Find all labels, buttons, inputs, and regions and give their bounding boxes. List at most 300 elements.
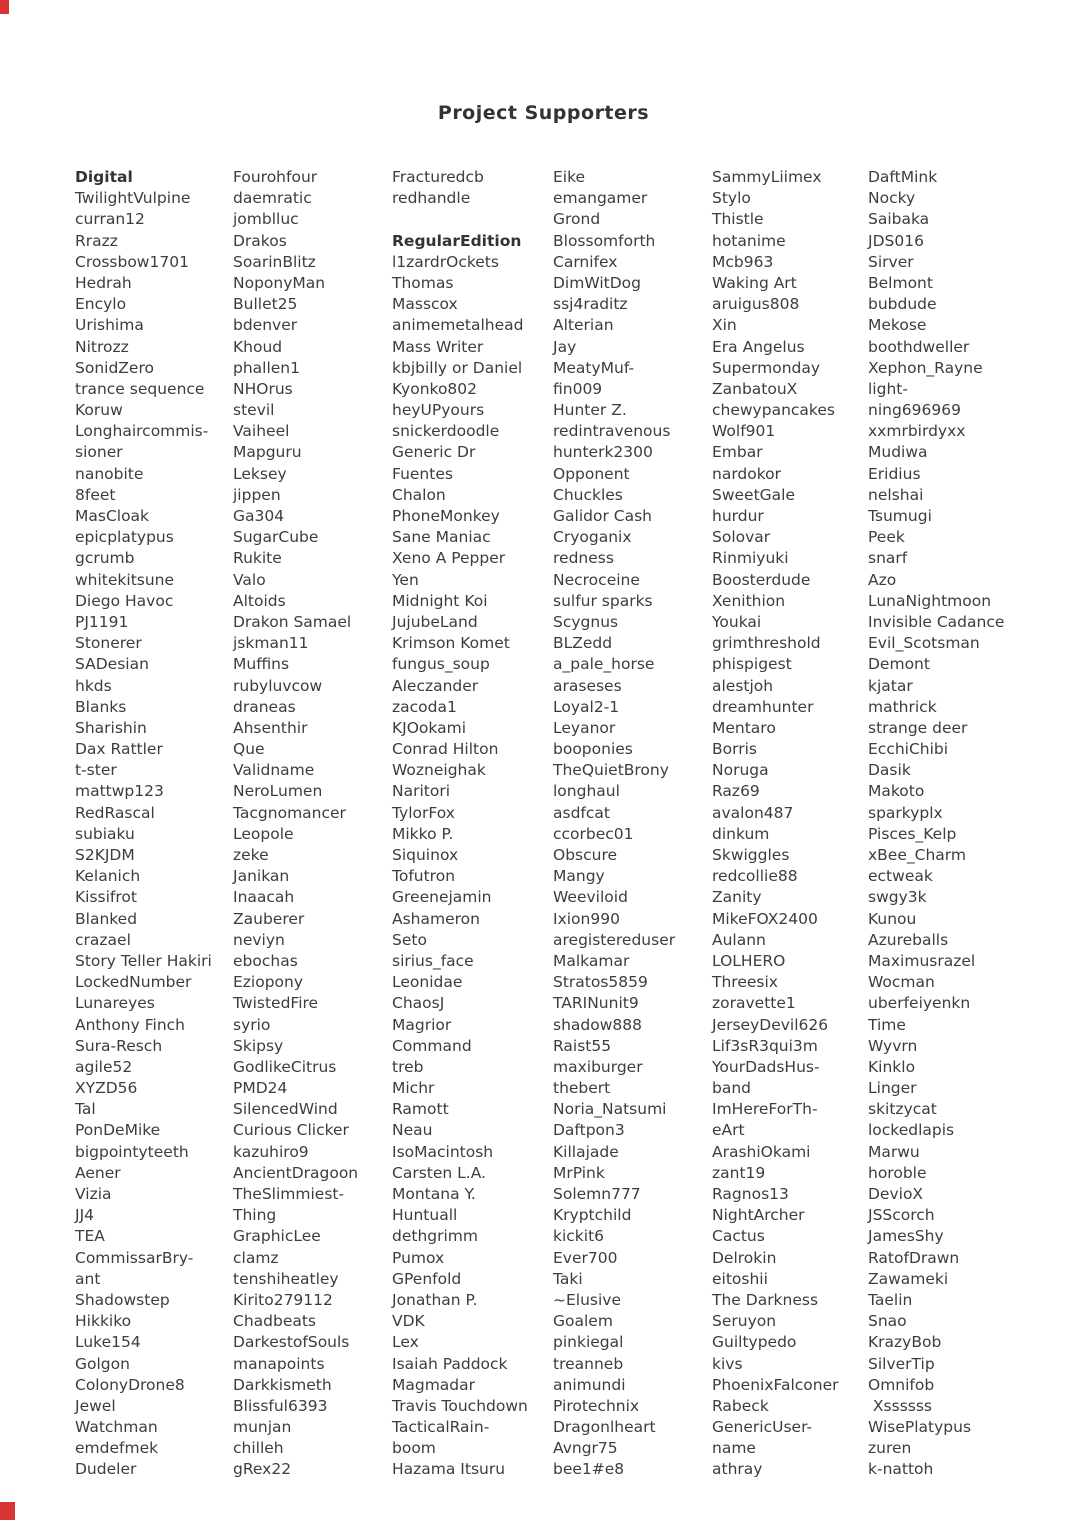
supporter-name: PJ1191 bbox=[75, 612, 129, 631]
supporter-name: eArt bbox=[712, 1121, 745, 1140]
supporter-name: bubdude bbox=[868, 295, 937, 314]
supporter-name: Blossomforth bbox=[553, 231, 656, 250]
supporter-name: k-nattoh bbox=[868, 1460, 934, 1479]
supporter-name: Fourohfour bbox=[233, 168, 318, 186]
supporter-name: Wolf901 bbox=[712, 422, 776, 441]
supporter-name: Encylo bbox=[75, 295, 127, 314]
supporter-name: Eridius bbox=[868, 464, 921, 483]
supporter-name: zeke bbox=[233, 846, 269, 864]
supporter-name: Lif3sR3qui3m bbox=[712, 1036, 818, 1055]
supporter-name: Blissful6393 bbox=[233, 1396, 328, 1415]
supporter-name: NightArcher bbox=[712, 1206, 805, 1225]
supporter-name: Taki bbox=[553, 1269, 583, 1288]
supporter-name: TARINunit9 bbox=[553, 994, 639, 1013]
supporter-name: Stylo bbox=[712, 189, 751, 208]
supporter-name: Maximusrazel bbox=[868, 951, 976, 970]
supporter-name: eitoshii bbox=[712, 1269, 768, 1288]
supporter-name: lockedlapis bbox=[868, 1121, 955, 1140]
supporter-name: syrio bbox=[233, 1015, 271, 1034]
supporter-name: Wyvrn bbox=[868, 1036, 918, 1055]
supporter-name: Seto bbox=[392, 930, 427, 949]
supporter-name: zoravette1 bbox=[712, 994, 796, 1013]
supporter-name: TylorFox bbox=[392, 803, 455, 822]
supporter-name: XYZD56 bbox=[75, 1079, 138, 1098]
supporter-name: Yen bbox=[392, 570, 419, 589]
supporter-name: Lunareyes bbox=[75, 994, 155, 1013]
supporter-name: Tsumugi bbox=[868, 507, 932, 525]
supporter-name: RatofDrawn bbox=[868, 1248, 960, 1267]
supporter-name: Hikkiko bbox=[75, 1312, 132, 1331]
supporter-name: treb bbox=[392, 1057, 424, 1076]
supporter-name: name bbox=[712, 1439, 756, 1458]
supporter-name: GraphicLee bbox=[233, 1227, 321, 1246]
supporter-name: TheQuietBrony bbox=[553, 761, 669, 780]
supporter-name: Scygnus bbox=[553, 612, 619, 631]
supporter-name: Guiltypedo bbox=[712, 1333, 797, 1352]
supporter-name: manapoints bbox=[233, 1354, 325, 1373]
supporter-name: NeroLumen bbox=[233, 782, 323, 801]
supporter-name: strange deer bbox=[868, 718, 968, 737]
supporter-name: Crossbow1701 bbox=[75, 252, 189, 271]
supporter-name: KJOokami bbox=[392, 718, 467, 737]
supporter-name: Saibaka bbox=[868, 210, 930, 229]
supporter-name: Sirver bbox=[868, 252, 914, 271]
supporter-name: Raz69 bbox=[712, 782, 760, 801]
section-header: Digital bbox=[75, 168, 133, 186]
supporter-name: Borris bbox=[712, 740, 757, 759]
supporter-name: LockedNumber bbox=[75, 973, 192, 992]
supporter-name: chilleh bbox=[233, 1439, 284, 1458]
supporter-name: Opponent bbox=[553, 464, 630, 483]
supporter-name: Carnifex bbox=[553, 252, 618, 271]
supporter-name: PhoenixFalconer bbox=[712, 1375, 839, 1394]
supporter-name: Blanked bbox=[75, 909, 138, 928]
supporter-name: Magmadar bbox=[392, 1375, 476, 1394]
supporter-name: TwistedFire bbox=[233, 994, 319, 1013]
supporter-name: AncientDragoon bbox=[233, 1163, 359, 1182]
supporter-name: kazuhiro9 bbox=[233, 1142, 309, 1161]
supporter-name: Cactus bbox=[712, 1227, 765, 1246]
supporter-name: gRex22 bbox=[233, 1460, 292, 1479]
supporter-name: Mangy bbox=[553, 867, 605, 886]
supporter-name: light- bbox=[868, 379, 908, 398]
supporter-name: agile52 bbox=[75, 1057, 133, 1076]
supporter-name: RedRascal bbox=[75, 803, 155, 822]
supporter-name: Kelanich bbox=[75, 867, 141, 886]
supporter-name: snickerdoodle bbox=[392, 422, 500, 441]
supporter-name: Invisible Cadance bbox=[868, 612, 1005, 631]
supporter-name: Siquinox bbox=[392, 846, 459, 864]
supporter-name: MeatyMuf- bbox=[553, 358, 635, 377]
supporter-name: Noruga bbox=[712, 761, 769, 780]
supporter-name: Leopole bbox=[233, 824, 294, 843]
supporter-name: MasCloak bbox=[75, 507, 150, 525]
supporter-name: Jonathan P. bbox=[392, 1290, 478, 1309]
supporter-name: BLZedd bbox=[553, 634, 613, 653]
supporter-name: Travis Touchdown bbox=[392, 1396, 528, 1415]
supporter-name: Koruw bbox=[75, 401, 123, 420]
supporter-name: LunaNightmoon bbox=[868, 591, 992, 610]
supporter-name: Aleczander bbox=[392, 676, 479, 695]
supporter-name: Hunter Z. bbox=[553, 401, 627, 420]
supporter-name: GenericUser- bbox=[712, 1418, 813, 1437]
supporter-name: kickit6 bbox=[553, 1227, 605, 1246]
supporter-name: Watchman bbox=[75, 1418, 158, 1437]
supporter-name: hotanime bbox=[712, 231, 786, 250]
supporter-name: Xeno A Pepper bbox=[392, 549, 506, 568]
supporter-name: MikeFOX2400 bbox=[712, 909, 818, 928]
supporter-name: Eziopony bbox=[233, 973, 304, 992]
supporter-name: Ixion990 bbox=[553, 909, 620, 928]
supporter-name: JujubeLand bbox=[392, 612, 478, 631]
supporter-name: Diego Havoc bbox=[75, 591, 174, 610]
supporter-name: JerseyDevil626 bbox=[712, 1015, 829, 1034]
supporter-name: Wozneighak bbox=[392, 761, 486, 780]
supporter-name: SweetGale bbox=[712, 485, 796, 504]
supporter-name: gcrumb bbox=[75, 549, 135, 568]
supporter-name: Solemn777 bbox=[553, 1185, 641, 1203]
supporter-name: xxmrbirdyxx bbox=[868, 422, 966, 441]
supporter-name: Zawameki bbox=[868, 1269, 949, 1288]
supporter-name: Valo bbox=[233, 570, 266, 589]
supporter-name: Kinklo bbox=[868, 1057, 916, 1076]
supporter-name: Ashameron bbox=[392, 909, 480, 928]
supporter-name: nardokor bbox=[712, 464, 782, 483]
supporter-name: mattwp123 bbox=[75, 782, 164, 801]
supporter-name: Chadbeats bbox=[233, 1312, 317, 1331]
supporter-name: Stonerer bbox=[75, 634, 142, 653]
supporter-name: boothdweller bbox=[868, 337, 970, 356]
supporter-name: chewypancakes bbox=[712, 401, 835, 420]
supporter-name: draneas bbox=[233, 697, 296, 716]
supporter-name: Azureballs bbox=[868, 930, 949, 949]
supporter-name: Galidor Cash bbox=[553, 507, 652, 525]
supporter-name: sioner bbox=[75, 443, 123, 462]
supporter-name: redness bbox=[553, 549, 614, 568]
supporter-name: swgy3k bbox=[868, 888, 927, 907]
supporter-name: Kryptchild bbox=[553, 1206, 632, 1225]
supporter-name: hunterk2300 bbox=[553, 443, 653, 462]
supporter-name: Makoto bbox=[868, 782, 925, 801]
supporter-name: Luke154 bbox=[75, 1333, 141, 1352]
supporter-name: NoponyMan bbox=[233, 273, 326, 292]
supporter-name: curran12 bbox=[75, 210, 145, 229]
supporter-name: Sharishin bbox=[75, 718, 147, 737]
supporter-name: Dragonlheart bbox=[553, 1418, 656, 1437]
supporter-name: Fuentes bbox=[392, 464, 453, 483]
supporter-name: Urishima bbox=[75, 316, 144, 335]
supporter-name: Nocky bbox=[868, 189, 916, 208]
supporters-column-3 bbox=[392, 167, 550, 1481]
supporter-name: jippen bbox=[233, 485, 281, 504]
supporter-name: bigpointyteeth bbox=[75, 1142, 189, 1161]
supporter-name: CommissarBry- bbox=[75, 1248, 194, 1267]
supporter-name: sirius_face bbox=[392, 951, 474, 970]
supporter-name: SilencedWind bbox=[233, 1100, 338, 1119]
supporter-name: Shadowstep bbox=[75, 1290, 170, 1309]
supporter-name: sulfur sparks bbox=[553, 591, 653, 610]
supporter-name: hurdur bbox=[712, 507, 764, 525]
supporter-name: rubyluvcow bbox=[233, 676, 323, 695]
supporter-name: bdenver bbox=[233, 316, 298, 335]
supporter-name: daemratic bbox=[233, 189, 312, 208]
supporter-name: Necroceine bbox=[553, 570, 640, 589]
supporter-name: Sura-Resch bbox=[75, 1036, 163, 1055]
supporter-name: Mikko P. bbox=[392, 824, 454, 843]
supporter-name: Obscure bbox=[553, 846, 618, 864]
supporter-name: pinkiegal bbox=[553, 1333, 624, 1352]
supporter-name: The Darkness bbox=[712, 1290, 819, 1309]
supporter-name: WisePlatypus bbox=[868, 1418, 972, 1437]
supporter-name: Rabeck bbox=[712, 1396, 769, 1415]
supporter-name: Janikan bbox=[233, 867, 290, 886]
supporter-name: Time bbox=[868, 1015, 906, 1034]
supporter-name: t-ster bbox=[75, 761, 117, 780]
supporter-name: skitzycat bbox=[868, 1100, 937, 1119]
supporter-name: Que bbox=[233, 740, 265, 759]
supporter-name: Rukite bbox=[233, 549, 282, 568]
supporter-name: Curious Clicker bbox=[233, 1121, 349, 1140]
supporter-name: phispigest bbox=[712, 655, 792, 674]
supporter-name: Leyanor bbox=[553, 718, 616, 737]
supporter-name: Neau bbox=[392, 1121, 433, 1140]
supporter-name: Thistle bbox=[712, 210, 764, 229]
supporter-name: aruigus808 bbox=[712, 295, 800, 314]
supporter-name: Michr bbox=[392, 1079, 435, 1098]
supporter-name: Huntuall bbox=[392, 1206, 458, 1225]
supporter-name: DarkestofSouls bbox=[233, 1333, 350, 1352]
supporter-name: Mentaro bbox=[712, 718, 776, 737]
supporter-name: Conrad Hilton bbox=[392, 740, 499, 759]
supporter-name: Command bbox=[392, 1036, 472, 1055]
supporter-name: Muffins bbox=[233, 655, 290, 674]
supporter-name: Jewel bbox=[75, 1396, 116, 1415]
supporter-name: GodlikeCitrus bbox=[233, 1057, 337, 1076]
supporters-column-1 bbox=[75, 167, 233, 1481]
supporter-name: Cryoganix bbox=[553, 528, 632, 547]
supporter-name: Malkamar bbox=[553, 951, 630, 970]
supporter-name: Chuckles bbox=[553, 485, 623, 504]
supporter-name: Drakon Samael bbox=[233, 612, 352, 631]
supporter-name: Kunou bbox=[868, 909, 917, 928]
supporter-name: ChaosJ bbox=[392, 994, 445, 1013]
supporter-name: Longhaircommis- bbox=[75, 422, 209, 441]
supporter-name: Omnifob bbox=[868, 1375, 935, 1394]
supporter-name: Threesix bbox=[712, 973, 778, 992]
supporters-column-5 bbox=[712, 167, 870, 1481]
supporter-name: Validname bbox=[233, 761, 315, 780]
supporter-name: nanobite bbox=[75, 464, 144, 483]
supporter-name: Tal bbox=[75, 1100, 96, 1119]
supporter-name: Embar bbox=[712, 443, 763, 462]
supporter-name: 8feet bbox=[75, 485, 116, 504]
supporter-name: PonDeMike bbox=[75, 1121, 161, 1140]
supporter-name: zant19 bbox=[712, 1163, 766, 1182]
supporter-name: xBee_Charm bbox=[868, 846, 966, 864]
supporter-name: Snao bbox=[868, 1312, 907, 1331]
supporter-name: Magrior bbox=[392, 1015, 452, 1034]
supporter-name: ZanbatouX bbox=[712, 379, 798, 398]
supporter-name: Waking Art bbox=[712, 273, 797, 292]
supporter-name: Killajade bbox=[553, 1142, 619, 1161]
supporter-name: Bullet25 bbox=[233, 295, 298, 314]
column-spacer bbox=[392, 209, 550, 230]
supporter-name: ~Elusive bbox=[553, 1290, 622, 1309]
supporter-name: Xin bbox=[712, 316, 737, 335]
supporter-name: Jay bbox=[553, 337, 577, 356]
supporter-name: Loyal2-1 bbox=[553, 697, 620, 716]
supporter-name: Anthony Finch bbox=[75, 1015, 185, 1034]
supporter-name: Vaiheel bbox=[233, 422, 290, 441]
supporter-name: Daftpon3 bbox=[553, 1121, 625, 1140]
supporter-name: NHOrus bbox=[233, 379, 293, 398]
supporter-name: kbjbilly or Daniel bbox=[392, 358, 523, 377]
supporter-name: Khoud bbox=[233, 337, 283, 356]
supporter-name: Zauberer bbox=[233, 909, 305, 928]
supporter-name: Leksey bbox=[233, 464, 287, 483]
supporter-name: Kissifrot bbox=[75, 888, 137, 907]
supporter-name: jskman11 bbox=[233, 634, 309, 653]
supporter-name: treanneb bbox=[553, 1354, 624, 1373]
supporter-name: Aener bbox=[75, 1163, 121, 1182]
supporter-name: Taelin bbox=[868, 1290, 913, 1309]
supporter-name: Goalem bbox=[553, 1312, 613, 1331]
supporter-name: Supermonday bbox=[712, 358, 821, 377]
supporter-name: Dudeler bbox=[75, 1460, 137, 1479]
supporter-name: alestjoh bbox=[712, 676, 774, 695]
supporter-name: JDS016 bbox=[868, 231, 924, 250]
supporter-name: DimWitDog bbox=[553, 273, 641, 292]
supporter-name: athray bbox=[712, 1460, 763, 1479]
supporter-name: avalon487 bbox=[712, 803, 794, 822]
supporter-name: Chalon bbox=[392, 485, 446, 504]
supporter-name: SonidZero bbox=[75, 358, 154, 377]
supporter-name: Greenejamin bbox=[392, 888, 492, 907]
supporter-name: redcollie88 bbox=[712, 867, 798, 886]
supporter-name: TacticalRain- bbox=[392, 1418, 490, 1437]
supporter-name: Zanity bbox=[712, 888, 762, 907]
page-title: Project Supporters bbox=[437, 102, 650, 124]
supporter-name: booponies bbox=[553, 740, 633, 759]
supporter-name: TwilightVulpine bbox=[75, 189, 191, 208]
supporter-name: KrazyBob bbox=[868, 1333, 942, 1352]
supporter-name: IsoMacintosh bbox=[392, 1142, 494, 1161]
supporter-name: neviyn bbox=[233, 930, 285, 949]
supporter-name: Ever700 bbox=[553, 1248, 618, 1267]
supporter-name: SilverTip bbox=[868, 1354, 935, 1373]
supporter-name: Hazama Itsuru bbox=[392, 1460, 506, 1479]
supporter-name: stevil bbox=[233, 401, 275, 420]
supporter-name: thebert bbox=[553, 1079, 611, 1098]
supporter-name: trance sequence bbox=[75, 379, 205, 398]
supporter-name: Wocman bbox=[868, 973, 935, 992]
supporter-name: grimthreshold bbox=[712, 634, 821, 653]
supporter-name: Skwiggles bbox=[712, 846, 790, 864]
supporter-name: uberfeiyenkn bbox=[868, 994, 971, 1013]
supporter-name: Tacgnomancer bbox=[233, 803, 346, 822]
supporter-name: emdefmek bbox=[75, 1439, 159, 1458]
supporter-name: ArashiOkami bbox=[712, 1142, 811, 1161]
supporter-name: Pumox bbox=[392, 1248, 445, 1267]
supporter-name: Mass Writer bbox=[392, 337, 484, 356]
supporter-name: Demont bbox=[868, 655, 930, 674]
supporter-name: Leonidae bbox=[392, 973, 463, 992]
supporter-name: mathrick bbox=[868, 697, 937, 716]
supporter-name: Pirotechnix bbox=[553, 1396, 640, 1415]
supporter-name: Lex bbox=[392, 1333, 419, 1352]
supporter-name: Seruyon bbox=[712, 1312, 777, 1331]
supporter-name: Fracturedcb bbox=[392, 168, 484, 186]
supporter-name: tenshiheatley bbox=[233, 1269, 339, 1288]
supporter-name: Linger bbox=[868, 1079, 917, 1098]
supporter-name: fungus_soup bbox=[392, 655, 490, 674]
supporter-name: Stratos5859 bbox=[553, 973, 648, 992]
supporter-name: dethgrimm bbox=[392, 1227, 478, 1246]
supporter-name: Alterian bbox=[553, 316, 614, 335]
supporter-name: Isaiah Paddock bbox=[392, 1354, 508, 1373]
supporter-name: Blanks bbox=[75, 697, 127, 716]
supporters-column-2 bbox=[233, 167, 391, 1481]
supporter-name: Altoids bbox=[233, 591, 286, 610]
supporter-name: YourDadsHus- bbox=[712, 1057, 820, 1076]
supporter-name: heyUPyours bbox=[392, 401, 485, 420]
supporter-name: Thing bbox=[233, 1206, 277, 1225]
page-corner-mark-bottom bbox=[0, 1502, 15, 1520]
supporter-name: animemetalhead bbox=[392, 316, 524, 335]
supporter-name: kjatar bbox=[868, 676, 913, 695]
supporter-name: horoble bbox=[868, 1163, 927, 1182]
supporter-name: VDK bbox=[392, 1312, 425, 1331]
supporter-name: Dasik bbox=[868, 761, 911, 780]
supporter-name: GPenfold bbox=[392, 1269, 462, 1288]
supporter-name: Belmont bbox=[868, 273, 933, 292]
supporter-name: Eike bbox=[553, 168, 586, 186]
supporter-name: Raist55 bbox=[553, 1036, 612, 1055]
supporter-name: Era Angelus bbox=[712, 337, 805, 356]
section-header: RegularEdition bbox=[392, 231, 522, 250]
supporter-name: JSScorch bbox=[868, 1206, 935, 1225]
supporter-name: Xssssss bbox=[868, 1396, 932, 1415]
supporter-name: Rrazz bbox=[75, 231, 118, 250]
supporter-name: Ramott bbox=[392, 1100, 449, 1119]
supporter-name: Ga304 bbox=[233, 507, 285, 525]
supporter-name: SADesian bbox=[75, 655, 149, 674]
supporter-name: subiaku bbox=[75, 824, 135, 843]
supporter-name: Evil_Scotsman bbox=[868, 634, 980, 653]
supporter-name: Aulann bbox=[712, 930, 766, 949]
supporter-name: redhandle bbox=[392, 189, 471, 208]
supporter-name: ning696969 bbox=[868, 401, 961, 420]
supporter-name: shadow888 bbox=[553, 1015, 642, 1034]
supporter-name: whitekitsune bbox=[75, 570, 175, 589]
supporter-name: Grond bbox=[553, 210, 601, 229]
supporters-column-6 bbox=[868, 167, 1026, 1481]
supporter-name: ssj4raditz bbox=[553, 295, 628, 314]
supporter-name: Solovar bbox=[712, 528, 771, 547]
supporter-name: Xephon_Rayne bbox=[868, 358, 983, 377]
supporter-name: DaftMink bbox=[868, 168, 938, 186]
supporter-name: JJ4 bbox=[75, 1206, 95, 1225]
supporter-name: dreamhunter bbox=[712, 697, 814, 716]
supporter-name: Vizia bbox=[75, 1185, 112, 1203]
supporter-name: SoarinBlitz bbox=[233, 252, 316, 271]
supporter-name: Ragnos13 bbox=[712, 1185, 789, 1203]
supporter-name: longhaul bbox=[553, 782, 620, 801]
supporter-name: Noria_Natsumi bbox=[553, 1100, 667, 1119]
supporter-name: Inaacah bbox=[233, 888, 295, 907]
supporter-name: PMD24 bbox=[233, 1079, 288, 1098]
supporter-name: JamesShy bbox=[868, 1227, 944, 1246]
